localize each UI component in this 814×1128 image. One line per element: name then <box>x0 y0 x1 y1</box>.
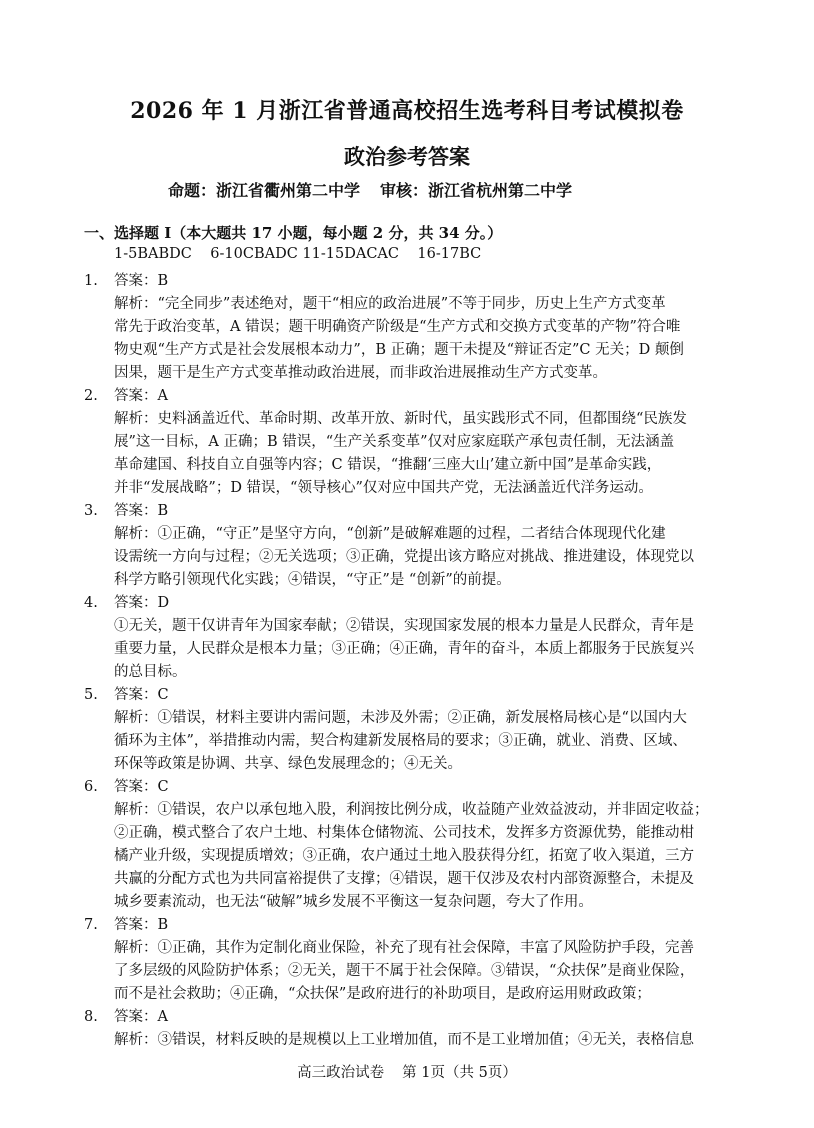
question-answer-line <box>84 500 734 523</box>
answer-label: 答案：B <box>114 503 169 519</box>
explanation-line: 解析：“完全同步”表述绝对，题干“相应的政治进展”不等于同步，历史上生产方式变革 <box>114 296 666 312</box>
answer-key-summary: 1-5BABDC 6-10CBADC 11-15DACAC 16-17BC <box>114 246 482 262</box>
footer-course: 高三政治试卷 <box>297 1065 385 1081</box>
explanation-line: 循环为主体”，举措推动内需，契合构建新发展格局的要求；③正确，就业、消费、区域、 <box>114 733 687 749</box>
question-block <box>84 500 734 592</box>
explanation-line: 解析：①正确，“守正”是坚守方向，“创新”是破解难题的过程，二者结合体现现代化建 <box>114 526 666 542</box>
section-heading: 一、选择题 I（本大题共 17 小题，每小题 2 分，共 34 分。） <box>84 224 503 242</box>
question-number: 6. <box>84 779 98 795</box>
explanation-line: 解析：史料涵盖近代、革命时期、改革开放、新时代，虽实践形式不同，但都围绕“民族发 <box>114 411 687 427</box>
answer-label: 答案：C <box>114 687 169 703</box>
explanation-line: 环保等政策是协调、共享、绿色发展理念的；④无关。 <box>114 756 462 772</box>
question-number: 4. <box>84 595 98 611</box>
explanation-line: 了多层级的风险防护体系；②无关，题干不属于社会保障。③错误，“众扶保”是商业保险， <box>114 963 695 979</box>
explanation-line: 科学方略引领现代化实践；④错误，“守正”是 “创新”的前提。 <box>114 572 511 588</box>
question-block <box>84 270 734 385</box>
question-answer-line <box>84 592 734 615</box>
footer-page-number: 第 1页（共 5页） <box>402 1065 517 1081</box>
explanation-line: 解析：①错误，农户以承包地入股，利润按比例分成，收益随产业效益波动，并非固定收益； <box>114 802 709 818</box>
question-number: 2. <box>84 388 98 404</box>
answer-label: 答案：A <box>114 388 168 404</box>
answer-label: 答案：A <box>114 1009 168 1025</box>
explanation-line: 橘产业升级，实现提质增效；③正确，农户通过土地入股获得分红，拓宽了收入渠道，三方 <box>114 848 694 864</box>
question-answer-line <box>84 385 734 408</box>
question-block <box>84 1006 734 1052</box>
question-number: 5. <box>84 687 98 703</box>
page-footer <box>0 1061 814 1082</box>
proposer-text: 命题：浙江省衢州第二中学 <box>168 181 361 200</box>
question-block <box>84 914 734 1006</box>
question-block <box>84 385 734 500</box>
question-number: 3. <box>84 503 98 519</box>
explanation-line: ①无关，题干仅讲青年为国家奉献；②错误，实现国家发展的根本力量是人民群众，青年是 <box>114 618 694 634</box>
question-number: 8. <box>84 1009 98 1025</box>
question-number: 7. <box>84 917 98 933</box>
explanation-line: 解析：①错误，材料主要讲内需问题，未涉及外需；②正确，新发展格局核心是“以国内大 <box>114 710 687 726</box>
question-answer-line <box>84 270 734 293</box>
question-list <box>84 270 734 1052</box>
explanation-line: 设需统一方向与过程；②无关选项；③正确，党提出该方略应对挑战、推进建设，体现党以 <box>114 549 694 565</box>
explanation-line: 并非“发展战略”；D 错误，“领导核心”仅对应中国共产党，无法涵盖近代洋务运动。 <box>114 480 653 496</box>
explanation-line: 因果，题干是生产方式变革推动政治进展，而非政治进展推动生产方式变革。 <box>114 365 607 381</box>
answer-label: 答案：C <box>114 779 169 795</box>
explanation-line: 城乡要素流动，也无法“破解”城乡发展不平衡这一复杂问题，夸大了作用。 <box>114 894 593 910</box>
explanation-line: 重要力量，人民群众是根本力量；③正确；④正确，青年的奋斗，本质上都服务于民族复兴 <box>114 641 694 657</box>
question-answer-line <box>84 914 734 937</box>
author-line <box>168 178 728 201</box>
question-number: 1. <box>84 273 98 289</box>
question-block <box>84 592 734 684</box>
explanation-line: 解析：③错误，材料反映的是规模以上工业增加值，而不是工业增加值；④无关，表格信息 <box>114 1032 694 1048</box>
question-answer-line <box>84 776 734 799</box>
explanation-line: 物史观“生产方式是社会发展根本动力”，B 正确；题干未提及“辩证否定”C 无关；D 颠倒 <box>114 342 684 358</box>
answer-label: 答案：D <box>114 595 170 611</box>
question-block <box>84 684 734 776</box>
question-answer-line <box>84 1006 734 1029</box>
explanation-line: 而不是社会救助；④正确，“众扶保”是政府进行的补助项目，是政府运用财政政策； <box>114 986 651 1002</box>
explanation-line: 的总目标。 <box>114 664 187 680</box>
explanation-line: 革命建国、科技自立自强等内容；C 错误，“推翻‘三座大山’建立新中国”是革命实践， <box>114 457 662 473</box>
explanation-line: 常先于政治变革，A 错误；题干明确资产阶级是“生产方式和交换方式变革的产物”符合唯 <box>114 319 681 335</box>
question-block <box>84 776 734 914</box>
explanation-line: 解析：①正确，其作为定制化商业保险，补充了现有社会保障，丰富了风险防护手段，完善 <box>114 940 694 956</box>
explanation-line: 展”这一目标，A 正确；B 错误，“生产关系变革”仅对应家庭联产承包责任制，无法涵盖 <box>114 434 675 450</box>
explanation-line: 共赢的分配方式也为共同富裕提供了支撑；④错误，题干仅涉及农村内部资源整合，未提及 <box>114 871 694 887</box>
reviewer-text: 审核：浙江省杭州第二中学 <box>380 181 573 200</box>
answer-label: 答案：B <box>114 917 169 933</box>
explanation-line: ②正确，模式整合了农户土地、村集体仓储物流、公司技术，发挥多方资源优势，能推动柑 <box>114 825 694 841</box>
page-title: 2026 年 1 月浙江省普通高校招生选考科目考试模拟卷 <box>130 98 684 124</box>
page-subtitle: 政治参考答案 <box>344 144 470 169</box>
question-answer-line <box>84 684 734 707</box>
answer-label: 答案：B <box>114 273 169 289</box>
